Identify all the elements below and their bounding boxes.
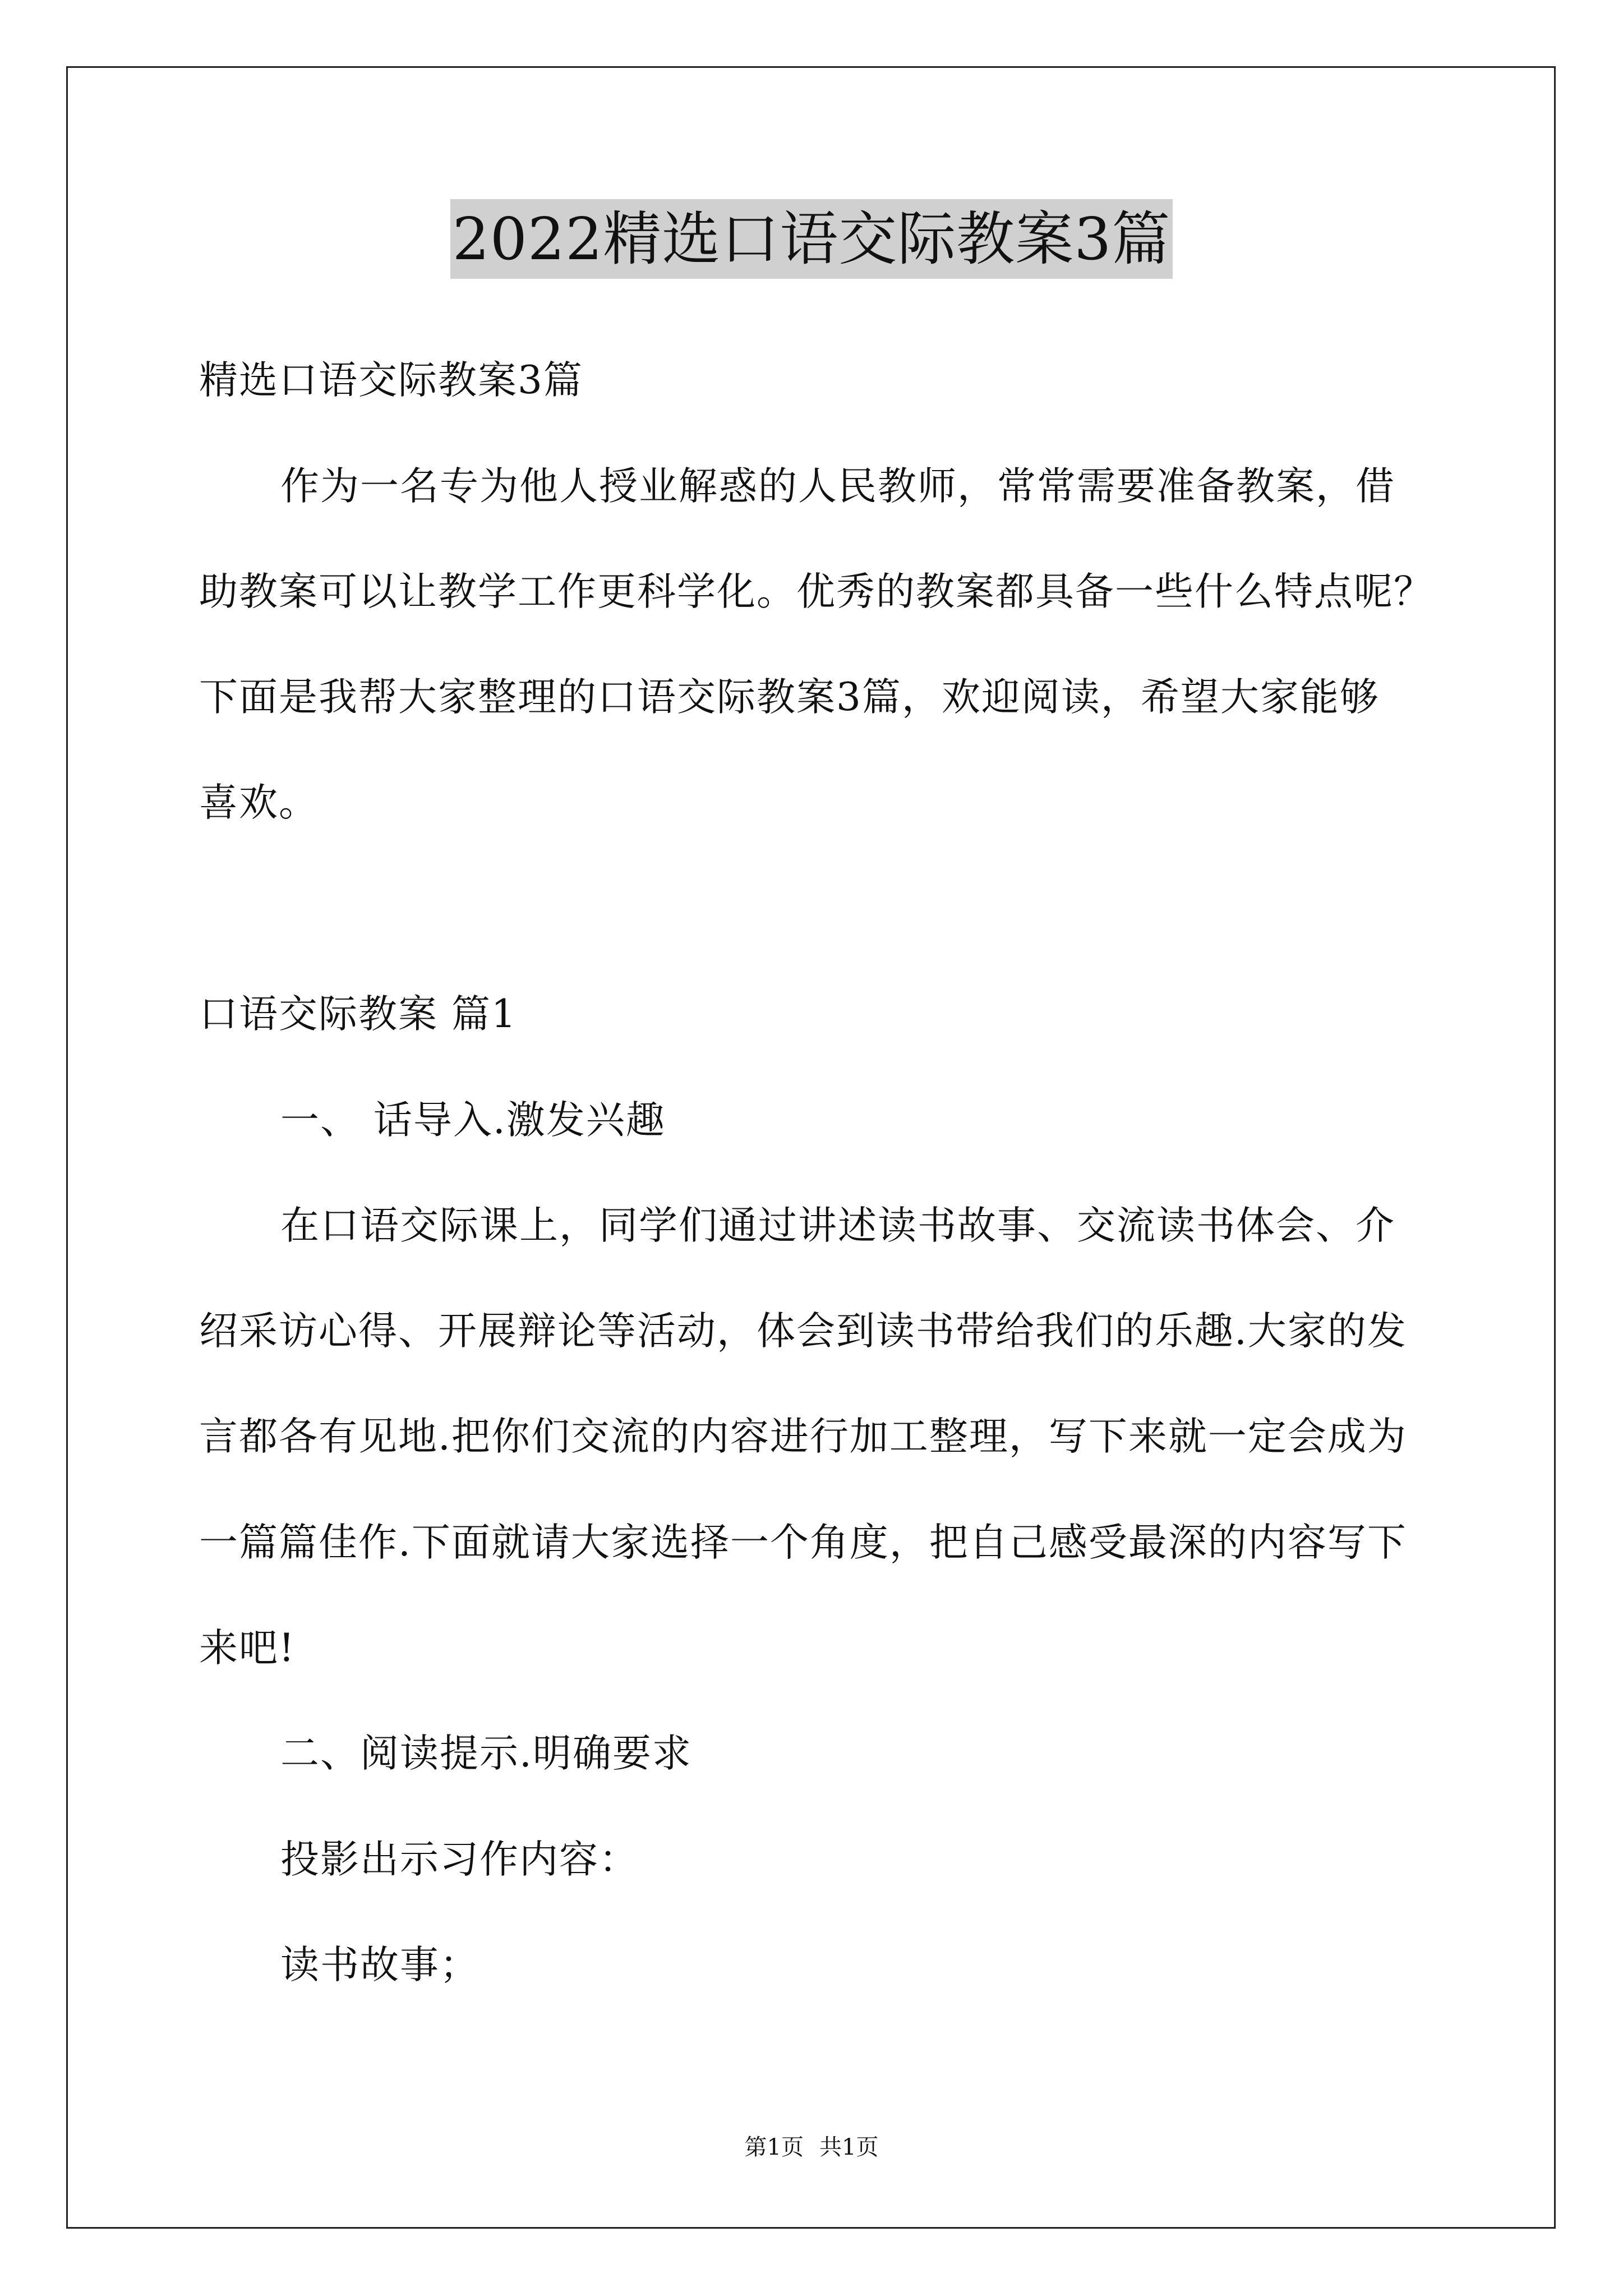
page-footer <box>0 2132 1623 2163</box>
intro-line-1: 作为一名专为他人授业解惑的人民教师，常常需要准备教案，借 <box>280 464 1395 509</box>
step1-line-4: 一篇篇佳作.下面就请大家选择一个角度，把自己感受最深的内容写下 <box>199 1520 1407 1565</box>
page-number-total: 共1页 <box>819 2134 879 2160</box>
intro-line-4: 喜欢。 <box>199 780 319 825</box>
intro-line-2: 助教案可以让教学工作更科学化。优秀的教案都具备一些什么特点呢？ <box>199 569 1433 614</box>
step1-line-3: 言都各有见地.把你们交流的内容进行加工整理，写下来就一定会成为 <box>199 1414 1407 1459</box>
page-number-current: 第1页 <box>744 2134 804 2160</box>
section-heading: 口语交际教案 篇1 <box>199 992 517 1037</box>
step1-heading: 一、 话导入.激发兴趣 <box>280 1098 666 1143</box>
title-container <box>0 199 1623 279</box>
intro-line-3: 下面是我帮大家整理的口语交际教案3篇，欢迎阅读，希望大家能够 <box>199 675 1380 720</box>
step1-line-5: 来吧! <box>199 1626 296 1671</box>
document-subtitle: 精选口语交际教案3篇 <box>199 358 583 403</box>
step1-line-2: 绍采访心得、开展辩论等活动，体会到读书带给我们的乐趣.大家的发 <box>199 1309 1407 1354</box>
step2-item: 读书故事； <box>280 1943 479 1987</box>
step2-heading: 二、阅读提示.明确要求 <box>280 1731 692 1776</box>
step1-line-1: 在口语交际课上，同学们通过讲述读书故事、交流读书体会、介 <box>280 1203 1395 1248</box>
step2-line: 投影出示习作内容： <box>280 1837 639 1882</box>
document-title: 2022精选口语交际教案3篇 <box>450 199 1173 279</box>
